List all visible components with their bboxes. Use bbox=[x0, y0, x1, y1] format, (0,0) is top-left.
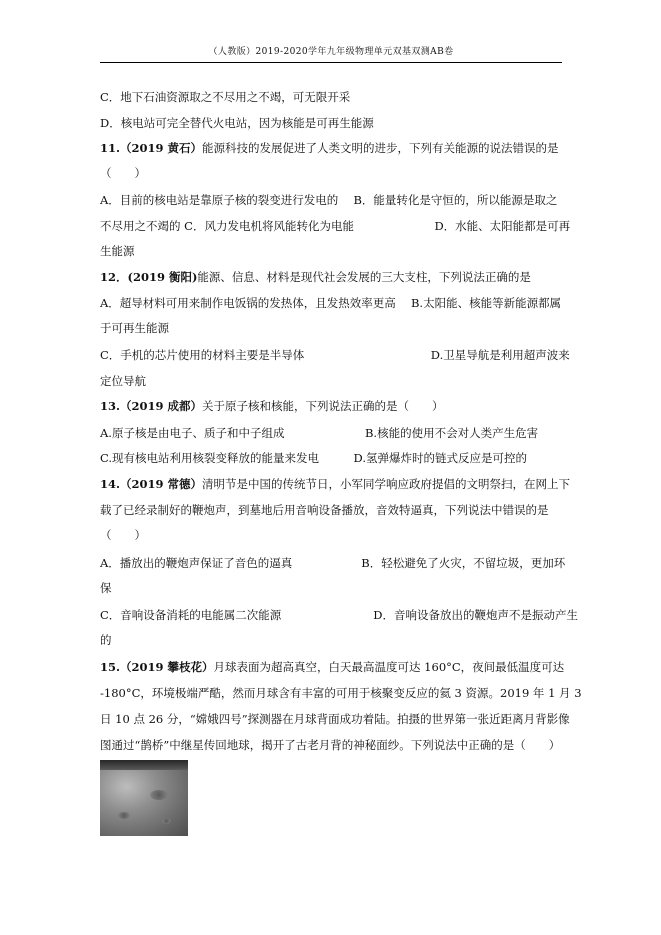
text-line bbox=[100, 321, 169, 335]
line-text: -180°C，环境极端严酷，然而月球含有丰富的可用于核聚变反应的氦 3 资源。2019 年 1 月 3 bbox=[100, 686, 582, 700]
line-text: 关于原子核和核能，下列说法正确的是（ ） bbox=[202, 399, 444, 413]
text-line bbox=[100, 426, 538, 440]
line-text: D．核电站可完全替代火电站，因为核能是可再生能源 bbox=[100, 116, 374, 130]
text-line bbox=[100, 270, 531, 284]
line-text: 的 bbox=[100, 633, 112, 647]
line-text: 载了已经录制好的鞭炮声，到墓地后用音响设备播放，音效特逼真，下列说法中错误的是 bbox=[100, 503, 549, 517]
text-line bbox=[100, 503, 549, 517]
line-text: 保 bbox=[100, 581, 112, 595]
text-line bbox=[100, 712, 570, 726]
line-text: 于可再生能源 bbox=[100, 321, 169, 335]
text-line bbox=[100, 556, 565, 570]
text-line bbox=[100, 738, 560, 752]
text-line bbox=[100, 581, 112, 595]
text-line bbox=[100, 193, 557, 207]
line-text: 月球表面为超高真空，白天最高温度可达 160°C，夜间最低温度可达 bbox=[213, 660, 565, 674]
question-number: 11.（2019 黄石） bbox=[100, 141, 203, 155]
line-text: A.原子核是由电子、质子和中子组成 B.核能的使用不会对人类产生危害 bbox=[100, 426, 539, 440]
question-number: 15.（2019 攀枝花） bbox=[100, 660, 214, 674]
text-line bbox=[100, 90, 350, 104]
moon-surface-photo bbox=[100, 760, 188, 836]
text-line bbox=[100, 348, 570, 362]
question-number: 12．(2019 衡阳) bbox=[100, 270, 198, 284]
line-text: A．播放出的鞭炮声保证了音色的逼真 B．轻松避免了火灾，不留垃圾，更加环 bbox=[100, 556, 566, 570]
line-text: C.现有核电站利用核裂变释放的能量来发电 D.氢弹爆炸时的链式反应是可控的 bbox=[100, 451, 528, 465]
page-header: （人教版）2019-2020学年九年级物理单元双基双测AB卷 bbox=[100, 44, 562, 63]
line-text: A．超导材料可用来制作电饭锅的发热体，且发热效率更高 B.太阳能、核能等新能源都属 bbox=[100, 296, 562, 310]
text-line bbox=[100, 477, 570, 491]
text-line bbox=[100, 374, 146, 388]
line-text: 能源科技的发展促进了人类文明的进步，下列有关能源的说法错误的是 bbox=[202, 141, 559, 155]
text-line bbox=[100, 528, 146, 542]
line-text: （ ） bbox=[100, 528, 146, 542]
question-number: 13.（2019 成都） bbox=[100, 399, 203, 413]
text-line bbox=[100, 244, 135, 258]
line-text: C．手机的芯片使用的材料主要是半导体 D.卫星导航是利用超声波来 bbox=[100, 348, 570, 362]
text-line bbox=[100, 686, 582, 700]
text-line bbox=[100, 633, 112, 647]
line-text: C．地下石油资源取之不尽用之不竭，可无限开采 bbox=[100, 90, 351, 104]
line-text: 日 10 点 26 分，“嫦娥四号”探测器在月球背面成功着陆。拍摄的世界第一张近距离月背影像 bbox=[100, 712, 570, 726]
text-line bbox=[100, 660, 564, 674]
line-text: 生能源 bbox=[100, 244, 135, 258]
line-text: C．音响设备消耗的电能属二次能源 D．音响设备放出的鞭炮声不是振动产生 bbox=[100, 608, 579, 622]
line-text: 定位导航 bbox=[100, 374, 146, 388]
line-text: （ ） bbox=[100, 166, 146, 180]
line-text: 能源、信息、材料是现代社会发展的三大支柱，下列说法正确的是 bbox=[197, 270, 531, 284]
line-text: 图通过“鹊桥”中继星传回地球，揭开了古老月背的神秘面纱。下列说法中正确的是（ ） bbox=[100, 738, 561, 752]
text-line bbox=[100, 399, 444, 413]
text-line bbox=[100, 166, 146, 180]
text-line bbox=[100, 296, 561, 310]
line-text: A．目前的核电站是靠原子核的裂变进行发电的 B．能量转化是守恒的，所以能源是取之 bbox=[100, 193, 558, 207]
question-number: 14.（2019 常德） bbox=[100, 477, 203, 491]
text-line bbox=[100, 608, 578, 622]
line-text: 不尽用之不竭的 C．风力发电机将风能转化为电能 D．水能、太阳能都是可再 bbox=[100, 219, 571, 233]
text-line bbox=[100, 141, 559, 155]
line-text: 清明节是中国的传统节日，小军同学响应政府提倡的文明祭扫，在网上下 bbox=[202, 477, 571, 491]
text-line bbox=[100, 219, 570, 233]
text-line bbox=[100, 451, 527, 465]
text-line bbox=[100, 116, 374, 130]
